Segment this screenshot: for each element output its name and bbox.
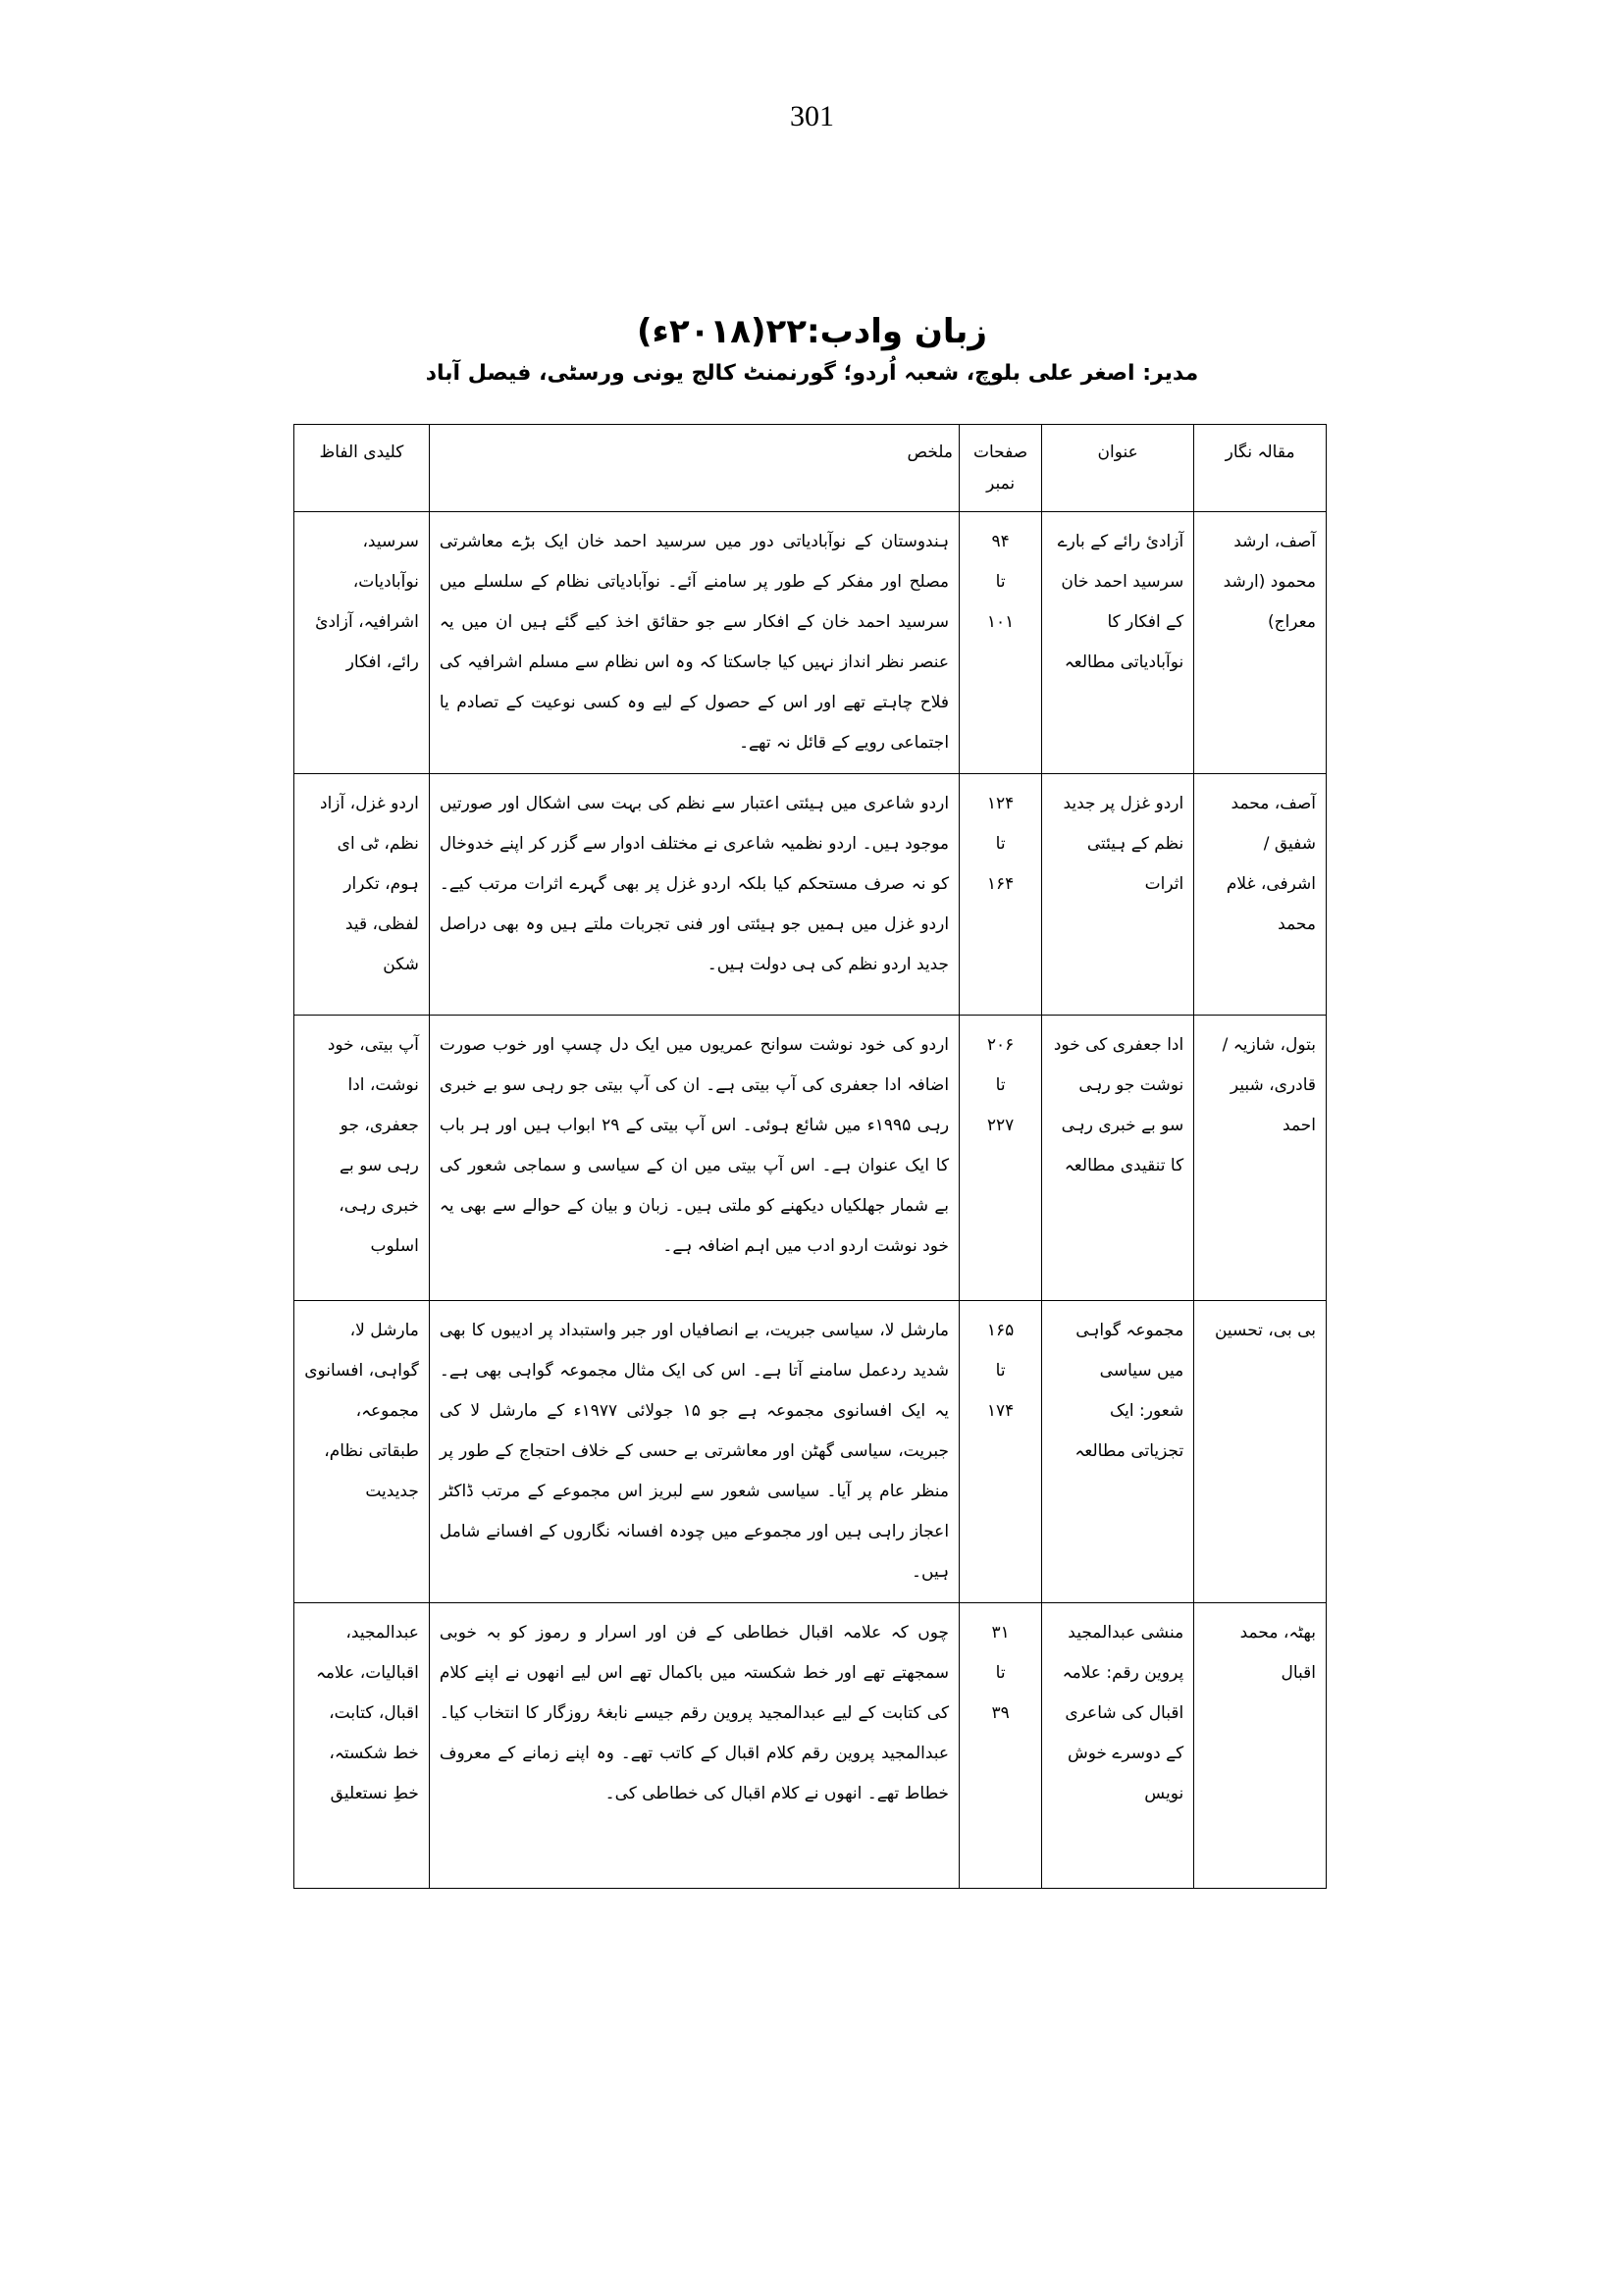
- header-pages: صفحات نمبر: [960, 425, 1042, 512]
- cell-keywords: اردو غزل، آزاد نظم، ٹی ای ہوم، تکرار لفظی، قید شکن: [294, 774, 430, 1016]
- cell-author: بھٹہ، محمد اقبال: [1194, 1603, 1327, 1889]
- cell-author: بی بی، تحسین: [1194, 1301, 1327, 1603]
- page-end: ۱۷۴: [986, 1401, 1015, 1421]
- page-separator: تا: [995, 1075, 1006, 1095]
- cell-author: بتول، شازیہ / قادری، شبیر احمد: [1194, 1016, 1327, 1301]
- cell-keywords: سرسید، نوآبادیات، اشرافیہ، آزادیٔ رائے، افکار: [294, 512, 430, 774]
- cell-pages: [960, 1301, 1042, 1603]
- page-number: 301: [790, 100, 834, 132]
- page-start: ۱۶۵: [986, 1321, 1015, 1340]
- cell-title: اردو غزل پر جدید نظم کے ہیئتی اثرات: [1042, 774, 1194, 1016]
- table-row: [294, 774, 1327, 1016]
- page-separator: تا: [995, 834, 1006, 854]
- header-keywords: کلیدی الفاظ: [294, 425, 430, 512]
- header-summary: ملخص: [429, 425, 959, 512]
- cell-title: آزادیٔ رائے کے بارے سرسید احمد خان کے افکار کا نوآبادیاتی مطالعہ: [1042, 512, 1194, 774]
- cell-keywords: مارشل لا، گواہی، افسانوی مجموعہ، طبقاتی نظام، جدیدیت: [294, 1301, 430, 1603]
- cell-pages: [960, 1603, 1042, 1889]
- page-end: ۱۶۴: [986, 874, 1015, 894]
- cell-pages: [960, 512, 1042, 774]
- page-start: ۳۱: [991, 1623, 1010, 1643]
- page-end: ۳۹: [991, 1703, 1010, 1723]
- table-row: [294, 1016, 1327, 1301]
- cell-summary: ہندوستان کے نوآبادیاتی دور میں سرسید احمد خان ایک بڑے معاشرتی مصلح اور مفکر کے طور پر سامنے آئے۔ نوآبادیاتی نظام کے سلسلے میں سرسید احمد خان کے افکار سے جو حقائق اخذ کیے گئے ہیں ان میں یہ عنصر نظر انداز نہیں کیا جاسکتا کہ وہ اس نظام سے مسلم اشرافیہ کی فلاح چاہتے تھے اور اس کے حصول کے لیے وہ کسی نوعیت کے تصادم یا اجتماعی رویے کے قائل نہ تھے۔: [429, 512, 959, 774]
- page-start: ۲۰۶: [986, 1035, 1015, 1055]
- page-separator: تا: [995, 1663, 1006, 1683]
- cell-summary: مارشل لا، سیاسی جبریت، بے انصافیاں اور جبر واستبداد پر ادیبوں کا بھی شدید ردعمل سامنے آتا ہے۔ اس کی ایک مثال مجموعہ گواہی بھی ہے۔ یہ ایک افسانوی مجموعہ ہے جو ۱۵ جولائی ۱۹۷۷ء کے مارشل لا کی جبریت، سیاسی گھٹن اور معاشرتی بے حسی کے خلاف احتجاج کے طور پر منظر عام پر آیا۔ سیاسی شعور سے لبریز اس مجموعے کے مرتب ڈاکٹر اعجاز راہی ہیں اور مجموعے میں چودہ افسانہ نگاروں کے افسانے شامل ہیں۔: [429, 1301, 959, 1603]
- cell-title: منشی عبدالمجید پروین رقم: علامہ اقبال کی شاعری کے دوسرے خوش نویس: [1042, 1603, 1194, 1889]
- page-separator: تا: [995, 572, 1006, 592]
- cell-title: مجموعہ گواہی میں سیاسی شعور: ایک تجزیاتی مطالعہ: [1042, 1301, 1194, 1603]
- cell-author: آصف، ارشد محمود (ارشد معراج): [1194, 512, 1327, 774]
- journal-title: زبان وادب:۲۲(۲۰۱۸ء): [637, 312, 987, 351]
- page-end: ۲۲۷: [986, 1116, 1015, 1135]
- cell-author: آصف، محمد شفیق / اشرفی، غلام محمد: [1194, 774, 1327, 1016]
- table-header-row: [294, 425, 1327, 512]
- table-row: [294, 512, 1327, 774]
- cell-summary: اردو کی خود نوشت سوانح عمریوں میں ایک دل چسپ اور خوب صورت اضافہ ادا جعفری کی آپ بیتی ہے۔ ان کی آپ بیتی جو رہی سو بے خبری رہی ۱۹۹۵ء میں شائع ہوئی۔ اس آپ بیتی کے ۲۹ ابواب ہیں اور ہر باب کا ایک عنوان ہے۔ اس آپ بیتی میں ان کے سیاسی و سماجی شعور کی بے شمار جھلکیاں دیکھنے کو ملتی ہیں۔ زبان و بیان کے حوالے سے بھی یہ خود نوشت اردو ادب میں اہم اضافہ ہے۔: [429, 1016, 959, 1301]
- cell-title: ادا جعفری کی خود نوشت جو رہی سو بے خبری رہی کا تنقیدی مطالعہ: [1042, 1016, 1194, 1301]
- page-start: ۱۲۴: [986, 794, 1015, 813]
- table-row: [294, 1301, 1327, 1603]
- cell-summary: اردو شاعری میں ہیئتی اعتبار سے نظم کی بہت سی اشکال اور صورتیں موجود ہیں۔ اردو نظمیہ شاعری نے مختلف ادوار سے گزر کر اپنے خدوخال کو نہ صرف مستحکم کیا بلکہ اردو غزل پر بھی گہرے اثرات مرتب کیے۔ اردو غزل میں ہمیں جو ہیئتی اور فنی تجربات ملتے ہیں وہ بھی دراصل جدید اردو نظم کی ہی دولت ہیں۔: [429, 774, 959, 1016]
- editor-line: مدیر: اصغر علی بلوچ، شعبہ اُردو؛ گورنمنٹ کالج یونی ورسٹی، فیصل آباد: [425, 361, 1199, 386]
- page-start: ۹۴: [991, 532, 1010, 551]
- page-end: ۱۰۱: [986, 612, 1015, 632]
- page-separator: تا: [995, 1361, 1006, 1381]
- articles-table: [293, 424, 1327, 1889]
- cell-pages: [960, 774, 1042, 1016]
- cell-keywords: آپ بیتی، خود نوشت، ادا جعفری، جو رہی سو بے خبری رہی، اسلوب: [294, 1016, 430, 1301]
- cell-keywords: عبدالمجید، اقبالیات، علامہ اقبال، کتابت، خط شکستہ، خطِ نستعلیق: [294, 1603, 430, 1889]
- header-title: عنوان: [1042, 425, 1194, 512]
- header-author: مقالہ نگار: [1194, 425, 1327, 512]
- cell-pages: [960, 1016, 1042, 1301]
- table-row: [294, 1603, 1327, 1889]
- cell-summary: چوں کہ علامہ اقبال خطاطی کے فن اور اسرار و رموز کو بہ خوبی سمجھتے تھے اور خط شکستہ میں باکمال تھے اس لیے انھوں نے اپنے کلام کی کتابت کے لیے عبدالمجید پروین رقم جیسے نابغۂ روزگار کا انتخاب کیا۔ عبدالمجید پروین رقم کلام اقبال کے کاتب تھے۔ وہ اپنے زمانے کے معروف خطاط تھے۔ انھوں نے کلام اقبال کی خطاطی کی۔: [429, 1603, 959, 1889]
